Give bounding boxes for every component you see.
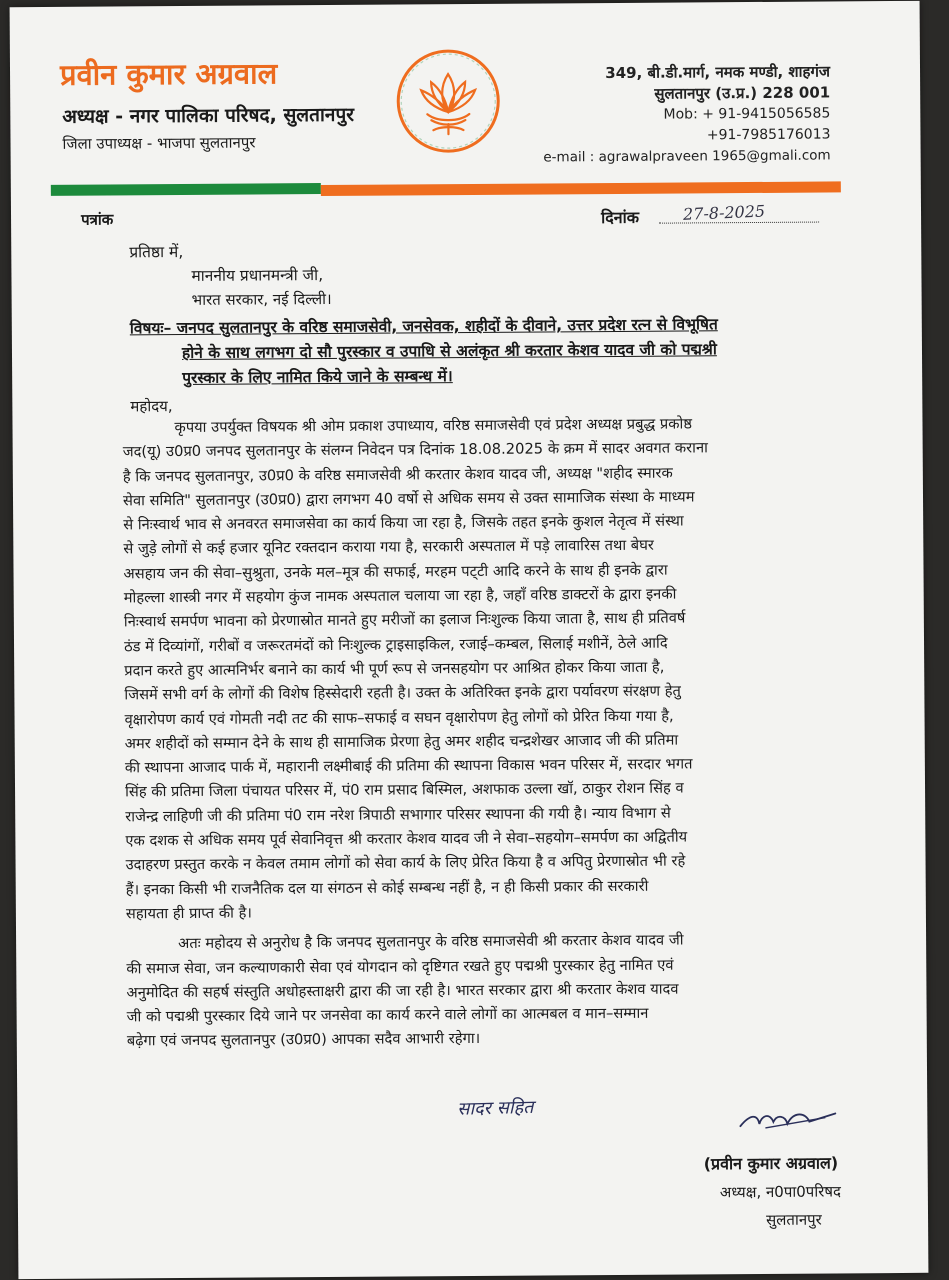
body-line: से निःस्वार्थ भाव से अनवरत समाजसेवा का कार्य किया जा रहा है, जिसके तहत इनके कुशल नेतृत्व में संस्था [123, 512, 684, 534]
body-line: सिंह की प्रतिमा जिला पंचायत परिसर में, पं0 राम प्रसाद बिस्मिल, अशफाक उल्ला खॉ, ठाकुर रोशन सिंह व [124, 779, 684, 801]
body-line: अतः महोदय से अनुरोध है कि जनपद सुलतानपुर के वरिष्ठ समाजसेवी श्री करतार केशव यादव जी [178, 931, 684, 953]
body-line: जी को पद्मश्री पुरस्कार दिये जाने पर जनसेवा का कार्य करने वाले लोगों का आत्मबल व मान–सम्मान [126, 1004, 649, 1026]
body-line: कृपया उपर्युक्त विषयक श्री ओम प्रकाश उपाध्याय, वरिष्ठ समाजसेवी एवं प्रदेश अध्यक्ष प्रबुद्ध प्रकोष्ठ [174, 415, 693, 437]
body-line: जद(यू) उ0प्र0 जनपद सुलतानपुर के संलग्न निवेदन पत्र दिनांक 18.08.2025 के क्रम में सादर अवगत कराना [122, 439, 708, 461]
letterhead-post-vice-president: जिला उपाध्यक्ष - भाजपा सुलतानपुर [62, 133, 256, 153]
body-line: से जुड़े लोगों से कई हजार यूनिट रक्तदान कराया गया है, सरकारी अस्पताल में पड़े लावारिस तथा बेघर [123, 537, 654, 558]
body-line: सेवा समिति" सुलतानपुर (उ0प्र0) द्वारा लगभग 40 वर्षो से अधिक समय से उक्त सामाजिक संस्था के माध्यम [122, 488, 695, 510]
address-to: प्रतिष्ठा में, [129, 242, 184, 262]
subject-line: विषयः– जनपद सुलतानपुर के वरिष्ठ समाजसेवी, जनसेवक, शहीदों के दीवाने, उत्तर प्रदेश रत्न से विभूषित [129, 315, 718, 338]
dinank-label: दिनांक [600, 207, 640, 228]
saadar-sahit: सादर सहित [457, 1096, 534, 1120]
body-line: की स्थापना आजाद पार्क में, महारानी लक्ष्मीबाई की प्रतिमा की स्थापना विकास भवन परिसर में, सरदार भगत [124, 755, 693, 777]
body-line: वृक्षारोपण कार्य एवं गोमती नदी तट की साफ–सफाई व सघन वृक्षारोपण हेतु लोगों को प्रेरित किया गया है, [124, 707, 674, 728]
letter-body [122, 411, 868, 1054]
mobile-1: Mob: + 91-9415056585 [663, 105, 831, 123]
body-line: अनुमोदित की सहर्ष संस्तुति अधोहस्ताक्षरी द्वारा की जा रही है। भारत सरकार द्वारा श्री करतार केशव यादव [126, 980, 679, 1002]
salutation: महोदय, [130, 397, 173, 416]
address-line-2: सुलतानपुर (उ.प्र.) 228 001 [654, 83, 831, 103]
subject [130, 311, 851, 391]
signatory-name: (प्रवीन कुमार अग्रवाल) [703, 1153, 839, 1174]
subject-line: होने के साथ लगभग दो सौ पुरस्कार व उपाधि से अलंकृत श्री करतार केशव यादव जी को पद्मश्री [181, 340, 717, 362]
address-line-1: 349, बी.डी.मार्ग, नमक मण्डी, शाहगंज [605, 62, 831, 83]
letterhead-post-chairman: अध्यक्ष - नगर पालिका परिषद, सुलतानपुर [62, 103, 355, 128]
patrank-label: पत्रांक [80, 210, 114, 229]
letterhead-name: प्रवीन कुमार अग्रवाल [59, 56, 278, 92]
signatory-post: अध्यक्ष, न0पा0परिषद [719, 1182, 842, 1202]
header-divider-green [51, 183, 321, 196]
body-line: निःस्वार्थ समर्पण भावना को प्रेरणास्रोत मानते हुए मरीजों का इलाज निःशुल्क किया जाता है, साथ ही प्रतिवर्ष [123, 609, 686, 631]
mobile-2: +91-7985176013 [706, 126, 831, 144]
body-line: हैं। इनका किसी भी राजनैतिक दल या संगठन से कोई सम्बन्ध नहीं है, न ही किसी प्रकार की सरकारी [125, 877, 649, 899]
signatory-place: सुलतानपुर [765, 1210, 822, 1229]
body-line: एक दशक से अधिक समय पूर्व सेवानिवृत्त श्री करतार केशव यादव जी ने सेवा–सहयोग–समर्पण का अद्वितीय [125, 828, 688, 850]
email: e-mail : agrawalpraveen 1965@gmali.com [543, 147, 831, 166]
handwritten-date: 27-8-2025 [682, 201, 766, 224]
body-line: जिसमें सभी वर्ग के लोगों की विशेष हिस्सेदारी रहती है। उक्त के अतिरिक्त इनके द्वारा पर्यावरण संरक्षण हेतु [124, 682, 681, 704]
body-line: की समाज सेवा, जन कल्याणकारी सेवा एवं योगदान को दृष्टिगत रखते हुए पद्मश्री पुरस्कार हेतु नामित एवं [126, 956, 674, 977]
letter-page [10, 1, 929, 1279]
letterhead-contact [500, 61, 831, 168]
body-line: है कि जनपद सुलतानपुर, उ0प्र0 के वरिष्ठ समाजसेवी श्री करतार केशव यादव जी, अध्यक्ष "शहीद स्मारक [122, 464, 673, 486]
body-line: उदाहरण प्रस्तुत करके न केवल तमाम लोगों को सेवा कार्य के लिए प्रेरित किया है व अपितु प्रेरणास्रोत भी रहे [125, 852, 686, 874]
lotus-icon [393, 46, 504, 157]
addressee-office: भारत सरकार, नई दिल्ली। [191, 289, 332, 309]
body-line: ठंड में दिव्यांगों, गरीबों व जरूरतमंदों को निःशुल्क ट्राइसाइकिल, रजाई–कम्बल, सिलाई मशीनें, ठेले आदि [123, 634, 668, 656]
signature-icon [735, 1103, 845, 1134]
body-line: राजेन्द्र लाहिणी जी की प्रतिमा पं0 राम नरेश त्रिपाठी सभागार परिसर स्थापना की गयी है। न्याय विभाग से [125, 804, 671, 826]
body-line: अमर शहीदों को सम्मान देने के साथ ही सामाजिक प्रेरणा हेतु अमर शहीद चन्द्रशेखर आजाद जी की प्रतिमा [124, 731, 679, 753]
header-divider-orange [321, 181, 841, 196]
subject-line: पुरस्कार के लिए नामित किये जाने के सम्बन्ध में। [182, 367, 453, 387]
body-line: मोहल्ला शास्त्री नगर में सहयोग कुंज नामक अस्पताल चलाया जा रहा है, जहाँ वरिष्ठ डाक्टरों के द्वारा इनकी [123, 585, 677, 607]
addressee-title: माननीय प्रधानमन्त्री जी, [191, 266, 324, 285]
body-line: बढ़ेगा एवं जनपद सुलतानपुर (उ0प्र0) आपका सदैव आभारी रहेगा। [126, 1030, 481, 1050]
body-line: सहायता ही प्राप्त की है। [125, 904, 252, 923]
body-line: असहाय जन की सेवा–सुश्रुता, उनके मल–मूत्र की सफाई, मरहम पट्‌टी आदि करने के साथ ही इनके द्वारा [123, 561, 668, 583]
body-line: प्रदान करते हुए आत्मनिर्भर बनाने का कार्य भी पूर्ण रूप से जनसहयोग पर आश्रित होकर किया जाता है, [124, 658, 665, 680]
